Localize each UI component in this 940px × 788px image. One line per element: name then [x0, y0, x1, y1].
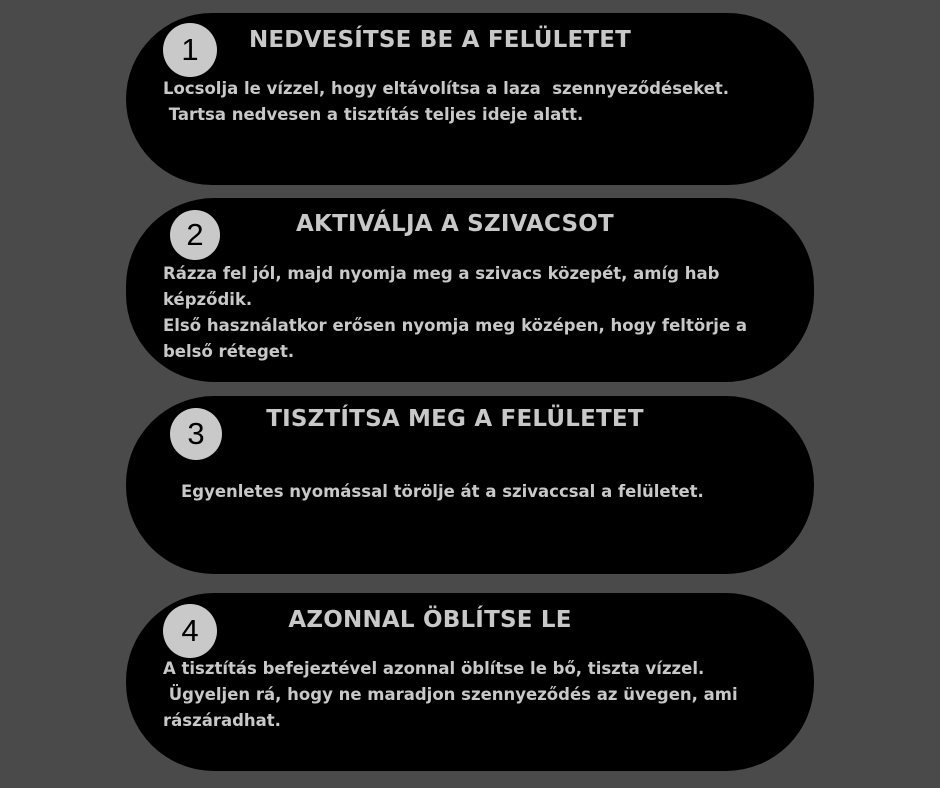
- step-card-4: [126, 593, 814, 771]
- step-number-badge: 4: [163, 604, 217, 658]
- step-number-badge: 2: [170, 210, 220, 260]
- step-number-badge: 1: [163, 23, 217, 77]
- step-card-3: [126, 396, 814, 574]
- step-title: NEDVESÍTSE BE A FELÜLETET: [248, 27, 632, 53]
- step-title: AZONNAL ÖBLÍTSE LE: [288, 607, 572, 633]
- step-card-1: [126, 13, 814, 185]
- step-description: A tisztítás befejeztével azonnal öblítse le bő, tiszta vízzel. Ügyeljen rá, hogy ne maradjon szennyeződés az üvegen, ami rászáradhat.: [163, 659, 738, 730]
- step-title: TISZTÍTSA MEG A FELÜLETET: [266, 406, 644, 432]
- step-number-badge: 3: [170, 408, 222, 460]
- step-description: Egyenletes nyomással törölje át a szivaccsal a felületet.: [181, 482, 704, 501]
- step-description: Rázza fel jól, majd nyomja meg a szivacs közepét, amíg hab képződik. Első használatkor erősen nyomja meg középen, hogy feltörje a belső réteget.: [163, 264, 748, 361]
- step-title: AKTIVÁLJA A SZIVACSOT: [296, 211, 614, 237]
- step-card-2: [126, 198, 814, 382]
- step-description: Locsolja le vízzel, hogy eltávolítsa a laza szennyeződéseket. Tartsa nedvesen a tisztítás teljes ideje alatt.: [163, 79, 730, 124]
